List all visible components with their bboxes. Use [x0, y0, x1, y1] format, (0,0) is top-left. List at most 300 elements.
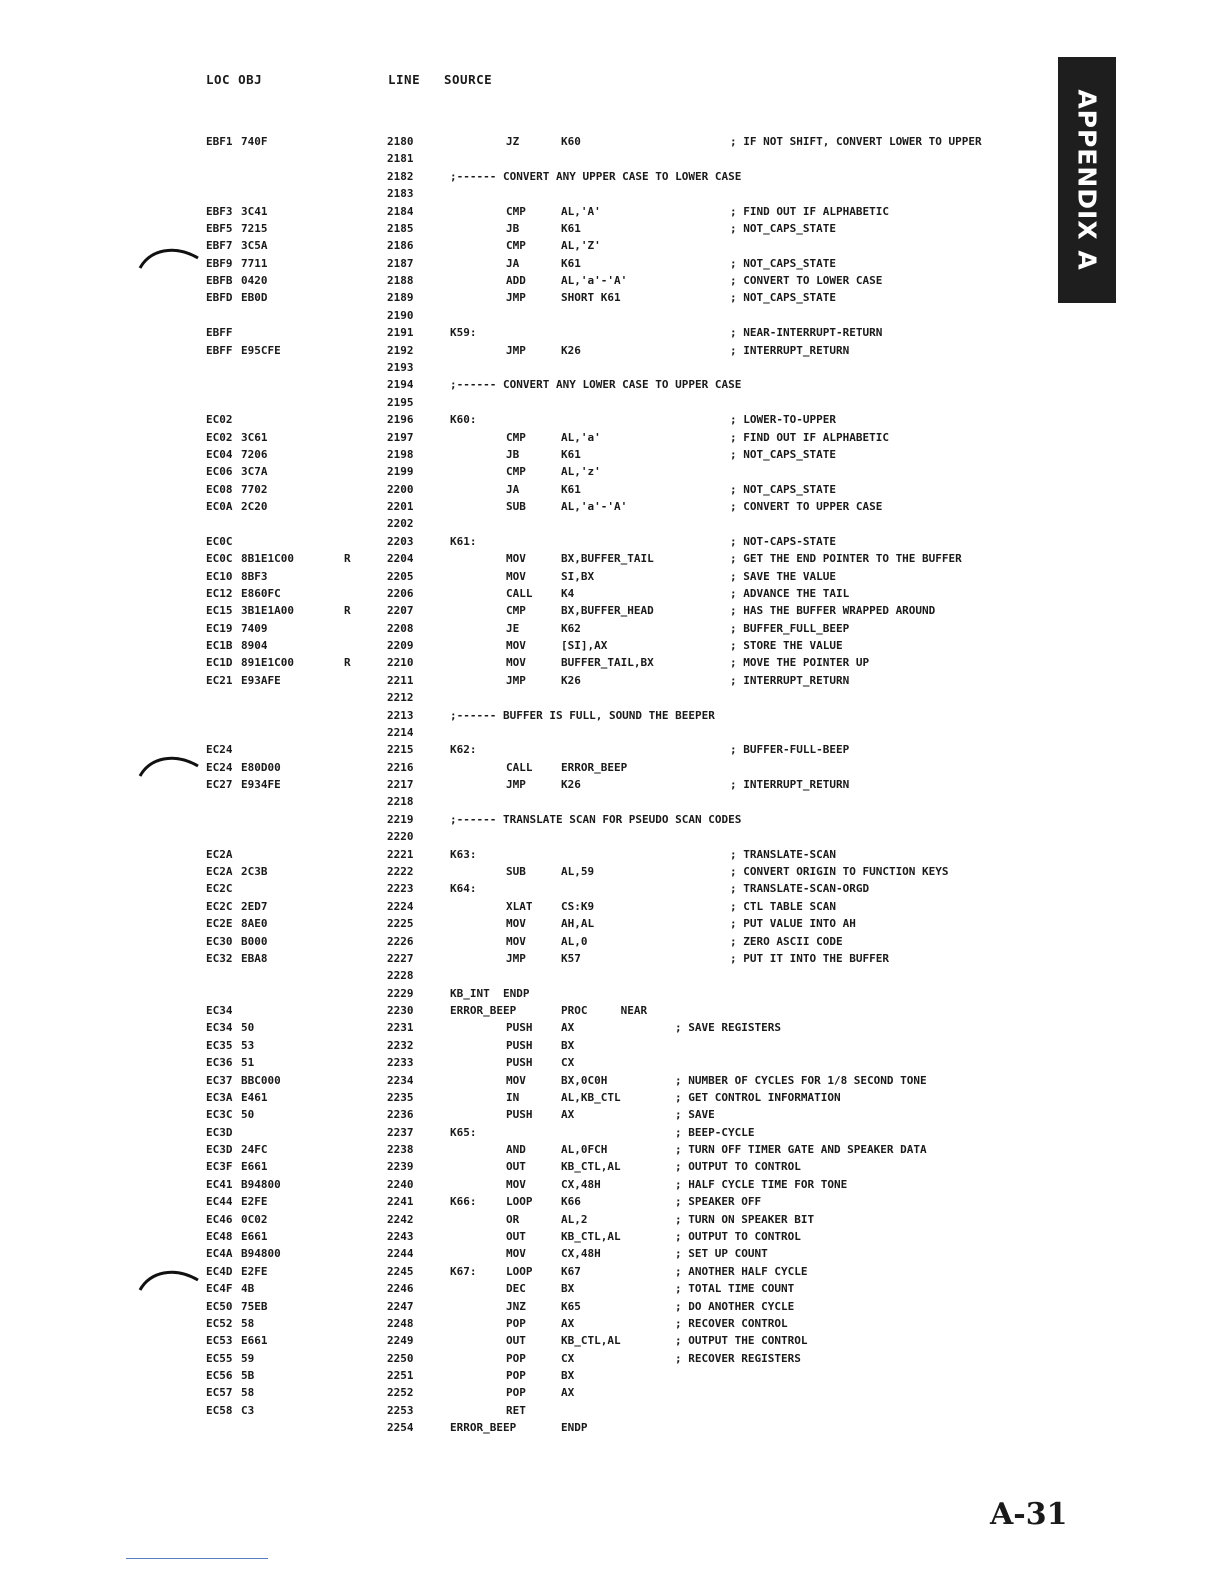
- operand: K4: [561, 586, 575, 600]
- line-number: 2199: [387, 465, 414, 479]
- mnemonic: MOV: [506, 656, 526, 670]
- comment: ; CONVERT ORIGIN TO FUNCTION KEYS: [730, 865, 949, 878]
- comment: ; RECOVER CONTROL: [675, 1316, 788, 1330]
- comment: ; INTERRUPT_RETURN: [730, 343, 850, 357]
- mnemonic: LOOP: [506, 1264, 533, 1278]
- loc-address: EC1B: [206, 639, 233, 652]
- line-number: 2239: [387, 1160, 414, 1174]
- source-label: ;------ BUFFER IS FULL, SOUND THE BEEPER: [450, 708, 715, 722]
- line-number: 2224: [387, 899, 414, 913]
- operand: K62: [561, 621, 581, 635]
- listing-row: [0, 1106, 1224, 1123]
- comment: ; NEAR-INTERRUPT-RETURN: [730, 326, 883, 340]
- operand: ERROR_BEEP: [561, 760, 628, 774]
- line-number: 2198: [387, 447, 414, 461]
- comment: ; PUT IT INTO THE BUFFER: [730, 951, 889, 965]
- listing-row: [0, 1298, 1224, 1315]
- comment: ; SAVE: [675, 1108, 715, 1122]
- source-label: K66:: [450, 1195, 477, 1209]
- listing-row: [0, 654, 1224, 671]
- loc-address: EC08: [206, 482, 233, 496]
- comment: ; OUTPUT TO CONTROL: [675, 1160, 801, 1174]
- listing-row: [0, 376, 1224, 393]
- listing-row: [0, 1019, 1224, 1036]
- mnemonic: JMP: [506, 291, 526, 305]
- comment: ; NUMBER OF CYCLES FOR 1/8 SECOND TONE: [675, 1073, 927, 1087]
- operand: AL,'a'-'A': [561, 274, 628, 287]
- listing-row: [0, 168, 1224, 185]
- operand: K61: [561, 256, 581, 270]
- line-number: 2237: [387, 1125, 414, 1139]
- comment: ; NOT_CAPS_STATE: [730, 221, 836, 235]
- operand: K57: [561, 951, 581, 965]
- comment: ; DO ANOTHER CYCLE: [675, 1299, 795, 1313]
- object-code: 58: [241, 1386, 255, 1400]
- listing-row: [0, 811, 1224, 828]
- line-number: 2218: [387, 795, 414, 809]
- mnemonic: ADD: [506, 274, 526, 287]
- operand: BUFFER_TAIL,BX: [561, 656, 654, 670]
- header-line: LINE: [388, 72, 421, 87]
- comment: ; GET THE END POINTER TO THE BUFFER: [730, 552, 962, 566]
- object-code: 3C5A: [241, 239, 268, 253]
- object-code: 891E1C00: [241, 656, 294, 670]
- loc-address: EC34: [206, 1021, 233, 1035]
- operand: BX: [561, 1282, 575, 1296]
- listing-row: [0, 307, 1224, 324]
- loc-address: EBF5: [206, 221, 233, 235]
- comment: ; INTERRUPT_RETURN: [730, 778, 850, 792]
- comment: ; FIND OUT IF ALPHABETIC: [730, 204, 889, 218]
- loc-address: EC44: [206, 1195, 233, 1209]
- listing-row: [0, 1402, 1224, 1419]
- listing-row: [0, 498, 1224, 515]
- listing-row: [0, 133, 1224, 150]
- object-code: B94800: [241, 1177, 281, 1191]
- loc-address: EC52: [206, 1316, 233, 1330]
- mnemonic: CMP: [506, 430, 526, 444]
- operand: AL,'a': [561, 430, 601, 444]
- operand: CX,48H: [561, 1177, 601, 1191]
- object-code: 4B: [241, 1282, 255, 1296]
- loc-address: EBF7: [206, 239, 233, 253]
- operand: K66: [561, 1195, 581, 1209]
- comment: ; LOWER-TO-UPPER: [730, 413, 836, 427]
- line-number: 2251: [387, 1369, 414, 1382]
- source-label: K67:: [450, 1264, 477, 1278]
- listing-row: [0, 863, 1224, 880]
- loc-address: EC24: [206, 760, 233, 774]
- operand: AL,'z': [561, 465, 601, 479]
- operand: K61: [561, 221, 581, 235]
- object-code: E661: [241, 1160, 268, 1174]
- operand: ENDP: [561, 1421, 588, 1435]
- line-number: 2236: [387, 1108, 414, 1122]
- object-code: 3C61: [241, 430, 268, 444]
- operand: K26: [561, 778, 581, 792]
- operand: AL,0: [561, 934, 588, 948]
- object-code: 3B1E1A00: [241, 604, 294, 618]
- object-code: EB0D: [241, 291, 268, 305]
- line-number: 2186: [387, 239, 414, 253]
- object-code: 8904: [241, 639, 268, 652]
- listing-row: [0, 1367, 1224, 1384]
- comment: ; SET UP COUNT: [675, 1247, 768, 1261]
- source-label: K59:: [450, 326, 477, 340]
- listing-row: [0, 1332, 1224, 1349]
- line-number: 2195: [387, 395, 414, 409]
- listing-row: [0, 1158, 1224, 1175]
- listing-row: [0, 689, 1224, 706]
- operand: SI,BX: [561, 569, 595, 583]
- line-number: 2202: [387, 517, 414, 531]
- mnemonic: POP: [506, 1316, 526, 1330]
- loc-address: EBF3: [206, 204, 233, 218]
- comment: ; OUTPUT THE CONTROL: [675, 1334, 808, 1348]
- comment: ; ANOTHER HALF CYCLE: [675, 1264, 808, 1278]
- comment: ; TOTAL TIME COUNT: [675, 1282, 795, 1296]
- listing-row: [0, 585, 1224, 602]
- mnemonic: JA: [506, 482, 520, 496]
- comment: ; NOT_CAPS_STATE: [730, 256, 836, 270]
- loc-address: EC57: [206, 1386, 233, 1400]
- operand: AX: [561, 1316, 575, 1330]
- loc-address: EC3D: [206, 1143, 233, 1156]
- loc-address: EC1D: [206, 656, 233, 670]
- loc-address: EC24: [206, 743, 233, 757]
- object-code: 24FC: [241, 1143, 268, 1156]
- appendix-tab-label: APPENDIX A: [1072, 89, 1102, 271]
- mnemonic: AND: [506, 1143, 526, 1156]
- operand: K26: [561, 343, 581, 357]
- relocation-flag: R: [344, 552, 351, 566]
- object-code: EBA8: [241, 951, 268, 965]
- loc-address: EC04: [206, 447, 233, 461]
- line-number: 2197: [387, 430, 414, 444]
- line-number: 2242: [387, 1212, 414, 1226]
- listing-row: [0, 776, 1224, 793]
- object-code: 0C02: [241, 1212, 268, 1226]
- listing-row: [0, 342, 1224, 359]
- loc-address: EC37: [206, 1073, 233, 1087]
- object-code: 53: [241, 1038, 255, 1052]
- operand: CX: [561, 1351, 575, 1365]
- line-number: 2233: [387, 1056, 414, 1070]
- object-code: E461: [241, 1090, 268, 1104]
- listing-row: [0, 1089, 1224, 1106]
- loc-address: EC41: [206, 1177, 233, 1191]
- listing-row: [0, 1419, 1224, 1436]
- mnemonic: SUB: [506, 865, 526, 878]
- mnemonic: JB: [506, 447, 520, 461]
- mnemonic: POP: [506, 1386, 526, 1400]
- listing-row: [0, 985, 1224, 1002]
- mnemonic: JMP: [506, 673, 526, 687]
- operand: AL,KB_CTL: [561, 1090, 621, 1104]
- mnemonic: CMP: [506, 465, 526, 479]
- listing-row: [0, 429, 1224, 446]
- line-number: 2206: [387, 586, 414, 600]
- loc-address: EC02: [206, 430, 233, 444]
- operand: AL,0FCH: [561, 1143, 608, 1156]
- operand: [SI],AX: [561, 639, 608, 652]
- comment: ; NOT_CAPS_STATE: [730, 291, 836, 305]
- object-code: 2C3B: [241, 865, 268, 878]
- object-code: 2C20: [241, 500, 268, 513]
- listing-row: [0, 1350, 1224, 1367]
- comment: ; ZERO ASCII CODE: [730, 934, 843, 948]
- source-label: ERROR_BEEP: [450, 1421, 517, 1435]
- loc-address: EBFB: [206, 274, 233, 287]
- mnemonic: LOOP: [506, 1195, 533, 1209]
- line-number: 2252: [387, 1386, 414, 1400]
- line-number: 2214: [387, 725, 414, 739]
- loc-address: EC2A: [206, 847, 233, 861]
- mnemonic: OUT: [506, 1160, 526, 1174]
- loc-address: EC3D: [206, 1125, 233, 1139]
- relocation-flag: R: [344, 604, 351, 618]
- listing-row: [0, 620, 1224, 637]
- line-number: 2221: [387, 847, 414, 861]
- loc-address: EC15: [206, 604, 233, 618]
- line-number: 2191: [387, 326, 414, 340]
- loc-address: EC48: [206, 1229, 233, 1243]
- comment: ; TRANSLATE-SCAN: [730, 847, 836, 861]
- object-code: 59: [241, 1351, 255, 1365]
- line-number: 2183: [387, 187, 414, 201]
- listing-row: [0, 411, 1224, 428]
- object-code: 51: [241, 1056, 255, 1070]
- listing-row: [0, 672, 1224, 689]
- object-code: 2ED7: [241, 899, 268, 913]
- object-code: 8B1E1C00: [241, 552, 294, 566]
- listing-row: [0, 933, 1224, 950]
- loc-address: EC0C: [206, 534, 233, 548]
- source-label: K64:: [450, 882, 477, 896]
- line-number: 2243: [387, 1229, 414, 1243]
- line-number: 2241: [387, 1195, 414, 1209]
- comment: ; TRANSLATE-SCAN-ORGD: [730, 882, 870, 896]
- line-number: 2201: [387, 500, 414, 513]
- line-number: 2230: [387, 1004, 414, 1017]
- object-code: E934FE: [241, 778, 281, 792]
- comment: ; BUFFER-FULL-BEEP: [730, 743, 850, 757]
- loc-address: EC53: [206, 1334, 233, 1348]
- object-code: 58: [241, 1316, 255, 1330]
- source-label: ;------ TRANSLATE SCAN FOR PSEUDO SCAN CODES: [450, 812, 742, 826]
- line-number: 2204: [387, 552, 414, 566]
- comment: ; SPEAKER OFF: [675, 1195, 762, 1209]
- object-code: 5B: [241, 1369, 255, 1382]
- comment: ; INTERRUPT_RETURN: [730, 673, 850, 687]
- line-number: 2185: [387, 221, 414, 235]
- line-number: 2196: [387, 413, 414, 427]
- listing-row: [0, 724, 1224, 741]
- operand: BX: [561, 1369, 575, 1382]
- loc-address: EC36: [206, 1056, 233, 1070]
- object-code: 8AE0: [241, 917, 268, 931]
- mnemonic: OUT: [506, 1229, 526, 1243]
- listing-row: [0, 1002, 1224, 1019]
- loc-address: EC4F: [206, 1282, 233, 1296]
- mnemonic: PUSH: [506, 1038, 533, 1052]
- listing-row: [0, 1037, 1224, 1054]
- mnemonic: OR: [506, 1212, 520, 1226]
- line-number: 2249: [387, 1334, 414, 1348]
- mnemonic: CMP: [506, 239, 526, 253]
- loc-address: EC12: [206, 586, 233, 600]
- loc-address: EBFD: [206, 291, 233, 305]
- line-number: 2219: [387, 812, 414, 826]
- object-code: B000: [241, 934, 268, 948]
- mnemonic: DEC: [506, 1282, 526, 1296]
- object-code: 7702: [241, 482, 268, 496]
- operand: AL,'Z': [561, 239, 601, 253]
- object-code: E661: [241, 1229, 268, 1243]
- source-label: ERROR_BEEP: [450, 1004, 517, 1017]
- source-label: ;------ CONVERT ANY UPPER CASE TO LOWER CASE: [450, 169, 742, 183]
- line-number: 2187: [387, 256, 414, 270]
- loc-address: EBFF: [206, 343, 233, 357]
- line-number: 2182: [387, 169, 414, 183]
- source-label: K65:: [450, 1125, 477, 1139]
- bottom-rule: [126, 1558, 268, 1559]
- operand: K61: [561, 447, 581, 461]
- comment: ; CONVERT TO UPPER CASE: [730, 500, 883, 513]
- operand: K65: [561, 1299, 581, 1313]
- source-label: K61:: [450, 534, 477, 548]
- mnemonic: CALL: [506, 760, 533, 774]
- loc-address: EBF9: [206, 256, 233, 270]
- line-number: 2227: [387, 951, 414, 965]
- object-code: 7711: [241, 256, 268, 270]
- line-number: 2248: [387, 1316, 414, 1330]
- listing-row: [0, 463, 1224, 480]
- comment: ; PUT VALUE INTO AH: [730, 917, 856, 931]
- binder-hole-mark-icon: [138, 1266, 202, 1292]
- line-number: 2235: [387, 1090, 414, 1104]
- listing-row: [0, 203, 1224, 220]
- loc-address: EC3A: [206, 1090, 233, 1104]
- operand: AX: [561, 1386, 575, 1400]
- loc-address: EC35: [206, 1038, 233, 1052]
- loc-address: EC2C: [206, 899, 233, 913]
- listing-row: [0, 793, 1224, 810]
- comment: ; CTL TABLE SCAN: [730, 899, 836, 913]
- operand: BX: [561, 1038, 575, 1052]
- operand: CX: [561, 1056, 575, 1070]
- listing-row: [0, 828, 1224, 845]
- line-number: 2232: [387, 1038, 414, 1052]
- line-number: 2184: [387, 204, 414, 218]
- mnemonic: RET: [506, 1403, 526, 1417]
- object-code: 50: [241, 1108, 255, 1122]
- listing-row: [0, 1228, 1224, 1245]
- object-code: 7409: [241, 621, 268, 635]
- object-code: 3C41: [241, 204, 268, 218]
- listing-row: [0, 1072, 1224, 1089]
- operand: AL,'a'-'A': [561, 500, 628, 513]
- operand: K61: [561, 482, 581, 496]
- operand: K60: [561, 135, 581, 148]
- operand: AL,2: [561, 1212, 588, 1226]
- loc-address: EC0C: [206, 552, 233, 566]
- object-code: E80D00: [241, 760, 281, 774]
- loc-address: EC2C: [206, 882, 233, 896]
- source-label: K63:: [450, 847, 477, 861]
- loc-address: EC32: [206, 951, 233, 965]
- object-code: E95CFE: [241, 343, 281, 357]
- object-code: 740F: [241, 135, 268, 148]
- comment: ; STORE THE VALUE: [730, 639, 843, 652]
- listing-row: [0, 481, 1224, 498]
- object-code: 50: [241, 1021, 255, 1035]
- comment: ; ADVANCE THE TAIL: [730, 586, 850, 600]
- operand: AX: [561, 1021, 575, 1035]
- mnemonic: MOV: [506, 569, 526, 583]
- object-code: 7215: [241, 221, 268, 235]
- line-number: 2216: [387, 760, 414, 774]
- loc-address: EC34: [206, 1004, 233, 1017]
- loc-address: EC4D: [206, 1264, 233, 1278]
- listing-row: [0, 967, 1224, 984]
- loc-address: EC0A: [206, 500, 233, 513]
- loc-address: EC10: [206, 569, 233, 583]
- loc-address: EC19: [206, 621, 233, 635]
- line-number: 2225: [387, 917, 414, 931]
- binder-hole-mark-icon: [138, 752, 202, 778]
- mnemonic: IN: [506, 1090, 520, 1104]
- line-number: 2244: [387, 1247, 414, 1261]
- object-code: 0420: [241, 274, 268, 287]
- line-number: 2194: [387, 378, 414, 392]
- line-number: 2189: [387, 291, 414, 305]
- operand: AX: [561, 1108, 575, 1122]
- loc-address: EC46: [206, 1212, 233, 1226]
- listing-row: [0, 846, 1224, 863]
- listing-row: [0, 324, 1224, 341]
- loc-address: EC55: [206, 1351, 233, 1365]
- object-code: 75EB: [241, 1299, 268, 1313]
- source-label: K62:: [450, 743, 477, 757]
- loc-address: EBF1: [206, 135, 233, 148]
- mnemonic: CMP: [506, 204, 526, 218]
- line-number: 2200: [387, 482, 414, 496]
- operand: SHORT K61: [561, 291, 621, 305]
- mnemonic: JMP: [506, 778, 526, 792]
- listing-row: [0, 637, 1224, 654]
- listing-row: [0, 1245, 1224, 1262]
- line-number: 2211: [387, 673, 414, 687]
- loc-address: EC21: [206, 673, 233, 687]
- mnemonic: MOV: [506, 639, 526, 652]
- operand: K67: [561, 1264, 581, 1278]
- line-number: 2247: [387, 1299, 414, 1313]
- listing-row: [0, 950, 1224, 967]
- listing-row: [0, 359, 1224, 376]
- comment: ; IF NOT SHIFT, CONVERT LOWER TO UPPER: [730, 135, 982, 148]
- comment: ; HALF CYCLE TIME FOR TONE: [675, 1177, 848, 1191]
- object-code: E2FE: [241, 1195, 268, 1209]
- mnemonic: JE: [506, 621, 520, 635]
- line-number: 2223: [387, 882, 414, 896]
- loc-address: EC4A: [206, 1247, 233, 1261]
- line-number: 2205: [387, 569, 414, 583]
- loc-address: EC2E: [206, 917, 233, 931]
- line-number: 2222: [387, 865, 414, 878]
- object-code: BBC000: [241, 1073, 281, 1087]
- line-number: 2253: [387, 1403, 414, 1417]
